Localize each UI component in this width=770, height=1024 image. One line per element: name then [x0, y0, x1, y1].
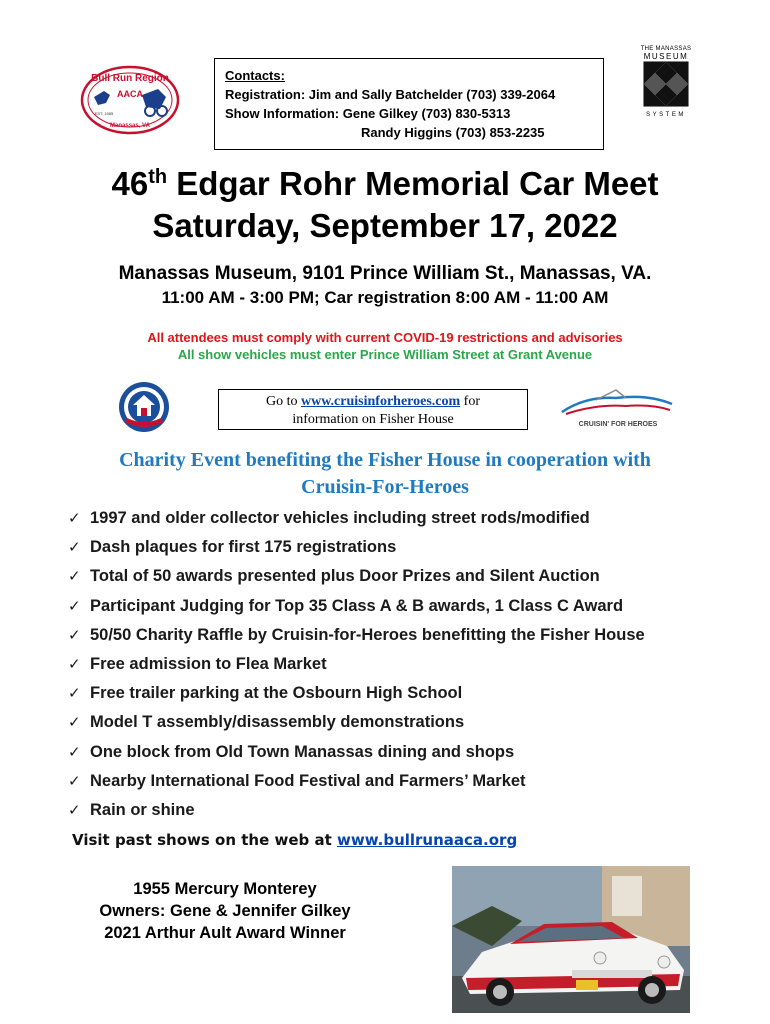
event-date: Saturday, September 17, 2022 — [152, 207, 618, 244]
checkmark-icon: ✓ — [68, 510, 81, 527]
registration-contact: Registration: Jim and Sally Batchelder (703) 339-2064 — [225, 87, 556, 102]
feature-text: 50/50 Charity Raffle by Cruisin-for-Heroes benefitting the Fisher House — [90, 625, 645, 644]
checkmark-icon: ✓ — [68, 685, 81, 703]
museum-label-bottom: SYSTEM — [646, 112, 686, 118]
cruisin-prefix: Go to — [266, 394, 301, 409]
cruisin-info-box — [218, 389, 528, 430]
list-item — [68, 621, 748, 650]
checkmark-icon: ✓ — [68, 539, 81, 557]
charity-heading-line1: Charity Event benefiting the Fisher House in cooperation with — [119, 449, 651, 471]
cruisin-for-heroes-link[interactable]: www.cruisinforheroes.com — [301, 394, 461, 409]
car-owners: Owners: Gene & Jennifer Gilkey — [99, 902, 351, 920]
event-ordinal-suffix: th — [148, 166, 168, 188]
logo-left-city: Manassas, VA — [110, 123, 150, 129]
list-item — [68, 796, 748, 825]
feature-text: Nearby International Food Festival and Farmers’ Market — [90, 771, 526, 790]
show-information-row — [225, 104, 593, 123]
museum-label-mid: MUSEUM — [643, 52, 689, 61]
checkmark-icon: ✓ — [68, 626, 81, 644]
feature-text: Free trailer parking at the Osbourn High School — [90, 684, 463, 703]
visit-text: Visit past shows on the web at — [72, 831, 338, 849]
checkmark-icon: ✓ — [68, 743, 81, 761]
feature-text: Participant Judging for Top 35 Class A & B awards, 1 Class C Award — [90, 596, 624, 615]
show-contact-randy: Randy Higgins (703) 853-2235 — [361, 125, 545, 140]
event-times: 11:00 AM - 3:00 PM; Car registration 8:00 AM - 11:00 AM — [161, 288, 609, 307]
list-item — [68, 767, 748, 796]
feature-text: One block from Old Town Manassas dining and shops — [90, 742, 515, 761]
checkmark-icon: ✓ — [68, 568, 81, 586]
list-item — [68, 504, 748, 533]
list-item — [68, 650, 748, 679]
car-caption — [70, 878, 380, 944]
show-information-label: Show Information: — [225, 106, 340, 121]
covid-notice: All attendees must comply with current COVID-19 restrictions and advisories — [147, 330, 623, 345]
fisher-house-logo — [117, 380, 171, 434]
checkmark-icon: ✓ — [68, 597, 81, 615]
checkmark-icon: ✓ — [68, 801, 81, 819]
feature-text: 1997 and older collector vehicles including street rods/modified — [90, 509, 590, 527]
list-item — [68, 708, 748, 737]
car-model: 1955 Mercury Monterey — [133, 880, 317, 898]
charity-heading-line2: Cruisin-For-Heroes — [301, 476, 469, 498]
feature-text: Model T assembly/disassembly demonstrations — [90, 713, 465, 732]
cruisin-suffix: for — [460, 394, 480, 409]
logo-left-est: EST. 1985 — [94, 111, 114, 116]
show-information-row-2 — [225, 123, 593, 142]
logo-left-title: Bull Run Region — [91, 73, 169, 84]
list-item — [68, 533, 748, 562]
checkmark-icon: ✓ — [68, 655, 81, 673]
feature-text: Total of 50 awards presented plus Door Prizes and Silent Auction — [90, 567, 600, 586]
feature-text: Rain or shine — [90, 800, 195, 819]
event-title — [0, 164, 770, 204]
car-award: 2021 Arthur Ault Award Winner — [104, 924, 346, 942]
charity-heading — [60, 447, 710, 501]
checkmark-icon: ✓ — [68, 772, 81, 790]
contacts-box — [214, 58, 604, 150]
cruisin-for-heroes-logo — [556, 386, 680, 432]
list-item — [68, 562, 748, 591]
event-venue: Manassas Museum, 9101 Prince William St., Manassas, VA. — [118, 263, 652, 284]
museum-label-top: THE MANASSAS — [640, 46, 692, 52]
list-item — [68, 679, 748, 708]
heroes-logo-text: CRUISIN' FOR HEROES — [578, 421, 658, 428]
visit-past-shows — [72, 829, 517, 851]
bullrunaaca-link[interactable]: www.bullrunaaca.org — [337, 831, 518, 849]
list-item — [68, 738, 748, 767]
vehicle-entry-notice: All show vehicles must enter Prince William Street at Grant Avenue — [177, 347, 593, 362]
feature-checklist — [68, 504, 748, 825]
cruisin-info-line1 — [219, 393, 527, 411]
event-title-text: Edgar Rohr Memorial Car Meet — [176, 165, 659, 202]
feature-text: Free admission to Flea Market — [90, 654, 327, 673]
checkmark-icon: ✓ — [68, 714, 81, 732]
show-contact-gene: Gene Gilkey (703) 830-5313 — [342, 106, 511, 121]
bull-run-region-logo — [80, 65, 180, 135]
cruisin-info-line2: information on Fisher House — [292, 412, 454, 427]
feature-text: Dash plaques for first 175 registrations — [90, 538, 397, 557]
logo-left-aaca: AACA — [117, 89, 143, 99]
event-ordinal-number: 46 — [111, 165, 149, 202]
car-photo — [452, 866, 690, 1013]
contacts-title: Contacts: — [225, 68, 285, 83]
list-item — [68, 592, 748, 621]
